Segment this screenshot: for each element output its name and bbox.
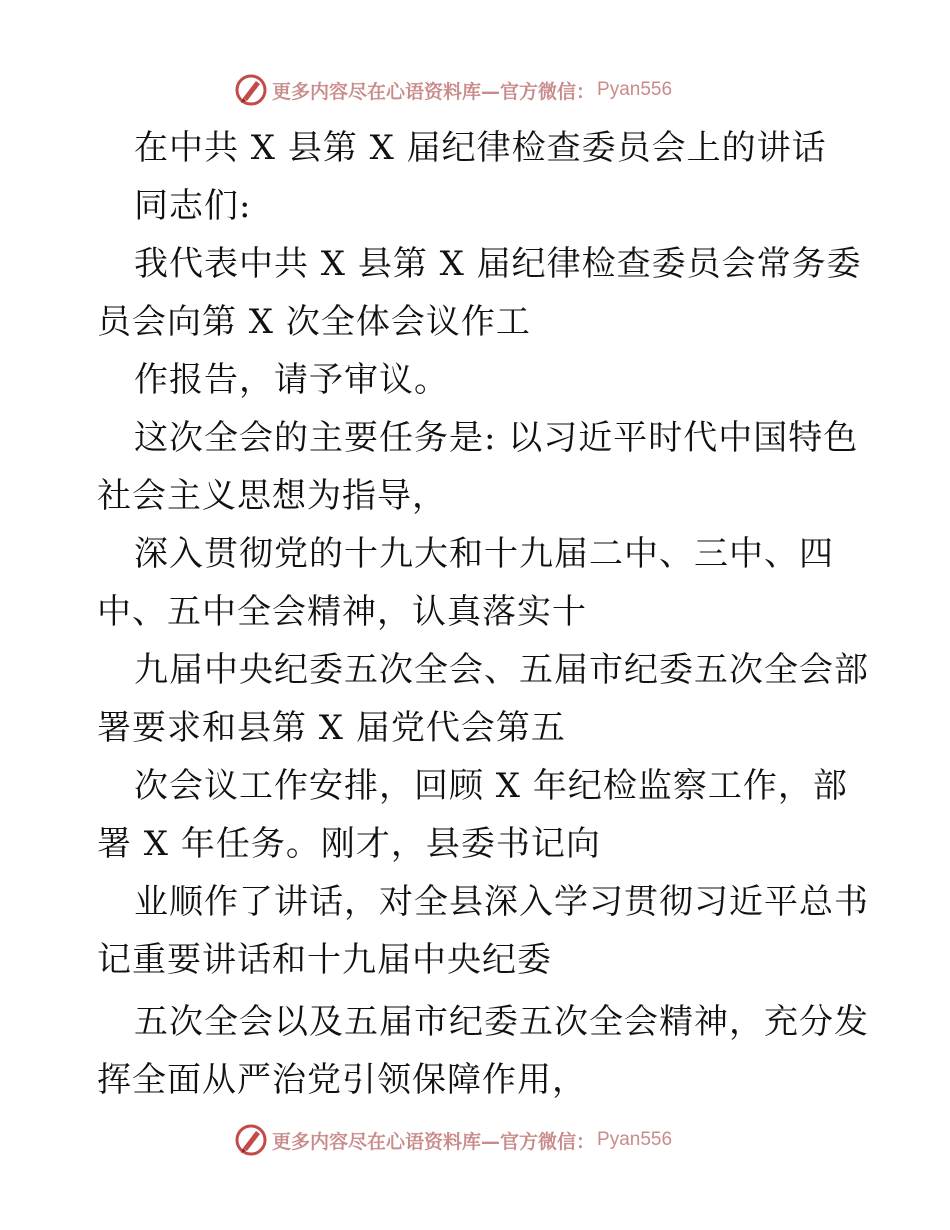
paragraph-line: 社会主义思想为指导， [97, 476, 447, 516]
paragraph-line: 员会向第 X 次全体会议作工 [97, 302, 531, 342]
paragraph-line: 作报告，请予审议。 [134, 360, 449, 400]
pen-logo-icon [234, 1123, 268, 1157]
paragraph-line: 次会议工作安排，回顾 X 年纪检监察工作，部 [134, 766, 848, 806]
paragraph-line: 九届中央纪委五次全会、五届市纪委五次全会部 [134, 650, 869, 690]
document-title: 在中共 X 县第 X 届纪律检查委员会上的讲话 [134, 128, 827, 168]
footer-watermark [234, 1123, 672, 1157]
header-watermark [234, 73, 672, 107]
pen-logo-icon [234, 73, 268, 107]
paragraph-line: 五次全会以及五届市纪委五次全会精神，充分发 [134, 1002, 869, 1042]
paragraph-line: 这次全会的主要任务是: 以习近平时代中国特色 [134, 418, 859, 458]
paragraph-line: 挥全面从严治党引领保障作用， [97, 1060, 587, 1100]
watermark-text: 更多内容尽在心语资料库—官方微信： [272, 1130, 596, 1153]
watermark-wechat-id: Pyan556 [597, 1129, 673, 1150]
paragraph-line: 署要求和县第 X 届党代会第五 [97, 708, 566, 748]
paragraph-line: 我代表中共 X 县第 X 届纪律检查委员会常务委 [134, 244, 862, 284]
paragraph-line: 深入贯彻党的十九大和十九届二中、三中、四 [134, 534, 834, 574]
paragraph-line: 署 X 年任务。刚才，县委书记向 [97, 824, 601, 864]
salutation: 同志们: [134, 186, 252, 226]
watermark-text: 更多内容尽在心语资料库—官方微信： [272, 80, 596, 103]
paragraph-line: 中、五中全会精神，认真落实十 [97, 592, 587, 632]
watermark-wechat-id: Pyan556 [597, 79, 673, 100]
paragraph-line: 业顺作了讲话，对全县深入学习贯彻习近平总书 [134, 882, 869, 922]
paragraph-line: 记重要讲话和十九届中央纪委 [97, 940, 552, 980]
